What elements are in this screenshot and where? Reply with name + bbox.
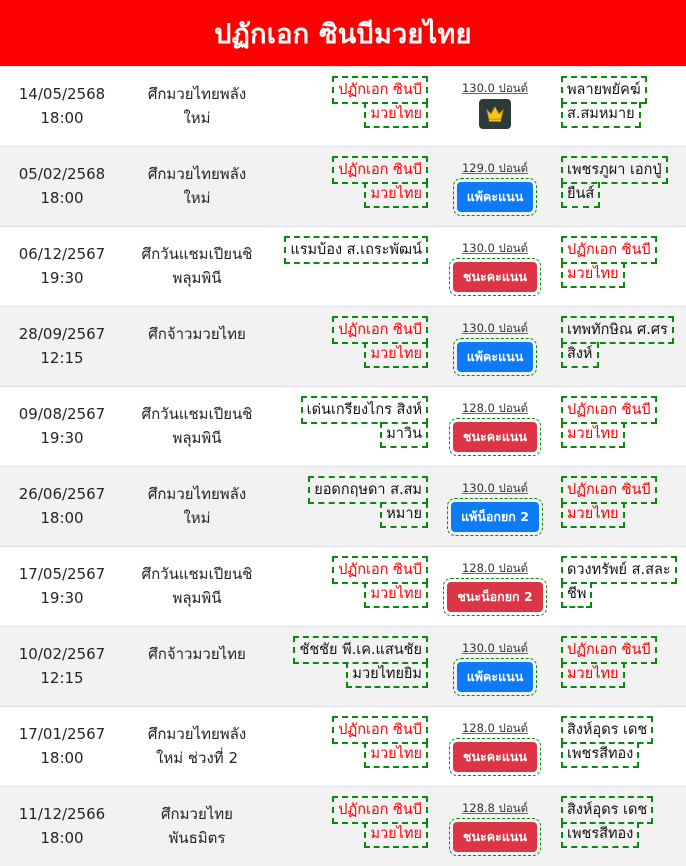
- fighter-name-line: ปฏักเอก ซินบี: [561, 396, 657, 424]
- event-name-line: ศึกมวยไทย: [161, 805, 233, 823]
- fighter-name-line: มวยไทย: [364, 102, 428, 128]
- result-badge[interactable]: ชนะคะแนน: [453, 742, 537, 772]
- event-name[interactable]: [130, 402, 264, 450]
- result-badge[interactable]: ชนะคะแนน: [453, 262, 537, 292]
- fighter-name-line: มวยไทยยิม: [346, 662, 428, 688]
- fighter-left[interactable]: [332, 158, 428, 208]
- event-name[interactable]: [130, 482, 264, 530]
- time-text: 19:30: [40, 589, 84, 607]
- fight-row: [0, 66, 686, 146]
- result-badge[interactable]: แพ้คะแนน: [457, 342, 534, 372]
- fighter-name-line: ปฏักเอก ซินบี: [332, 556, 428, 584]
- fighter-name-line: มาวิน: [380, 422, 428, 448]
- weight-label: 130.0 ปอนด์: [461, 81, 529, 95]
- fighter-left[interactable]: [293, 638, 428, 688]
- page-title: ปฏักเอก ซินบีมวยไทย: [214, 18, 472, 50]
- fight-result: [440, 561, 550, 616]
- weight-label: 129.0 ปอนด์: [461, 161, 529, 175]
- fight-row: [0, 146, 686, 226]
- fighter-name-line: เพชรสีทอง: [561, 742, 639, 768]
- fight-row: [0, 786, 686, 866]
- fight-date: [0, 82, 124, 130]
- fight-result: [440, 721, 550, 776]
- fighter-name-line: สิงห์: [561, 342, 599, 368]
- event-name-line: ศึกจ้าวมวยไทย: [148, 325, 246, 343]
- fight-list: [0, 66, 686, 866]
- fighter-right[interactable]: [561, 238, 657, 288]
- fighter-name-line: มวยไทย: [561, 262, 625, 288]
- fighter-name-line: มวยไทย: [364, 822, 428, 848]
- event-name[interactable]: [130, 802, 264, 850]
- fighter-name-line: พลายพยัคฆ์: [561, 76, 647, 104]
- fighter-name-line: ส.สมหมาย: [561, 102, 641, 128]
- fighter-left[interactable]: [332, 78, 428, 128]
- fighter-left[interactable]: [301, 398, 428, 448]
- event-name-line: ใหม่: [183, 509, 211, 527]
- fighter-name-line: แรมบ้อง ส.เถระพัฒน์: [284, 236, 428, 264]
- date-text: 05/02/2568: [18, 165, 106, 183]
- event-name-line: ศึกมวยไทยพลัง: [147, 85, 247, 103]
- time-text: 19:30: [40, 269, 84, 287]
- fight-result: [440, 81, 550, 133]
- fight-date: [0, 242, 124, 290]
- fight-result: [440, 161, 550, 216]
- event-name-line: ใหม่ ช่วงที่ 2: [156, 749, 238, 767]
- fighter-name-line: ดวงทรัพย์ ส.สละ: [561, 556, 677, 584]
- time-text: 18:00: [40, 829, 84, 847]
- result-wrapper: [479, 99, 511, 133]
- date-text: 17/05/2567: [18, 565, 106, 583]
- time-text: 12:15: [40, 669, 84, 687]
- fighter-name-line: เพชรภูผา เอกปู่: [561, 156, 668, 184]
- date-text: 09/08/2567: [18, 405, 106, 423]
- fight-row: [0, 706, 686, 786]
- fighter-name-line: สิงห์อุดร เดช: [561, 716, 653, 744]
- fight-result: [440, 321, 550, 376]
- fight-date: [0, 162, 124, 210]
- weight-label: 130.0 ปอนด์: [461, 241, 529, 255]
- fighter-left[interactable]: [308, 478, 428, 528]
- event-name-line: ศึกจ้าวมวยไทย: [148, 645, 246, 663]
- fighter-name-line: มวยไทย: [364, 742, 428, 768]
- fighter-right[interactable]: [561, 718, 653, 768]
- result-wrapper: [449, 818, 541, 856]
- weight-label: 128.0 ปอนด์: [461, 561, 529, 575]
- fight-row: [0, 386, 686, 466]
- event-name[interactable]: [130, 722, 264, 770]
- fighter-right[interactable]: [561, 398, 657, 448]
- result-badge[interactable]: แพ้คะแนน: [457, 662, 534, 692]
- fighter-name-line: มวยไทย: [561, 502, 625, 528]
- event-name[interactable]: [130, 242, 264, 290]
- fighter-name-line: ปฏักเอก ซินบี: [561, 236, 657, 264]
- fighter-right[interactable]: [561, 78, 647, 128]
- result-wrapper: [453, 178, 538, 216]
- fight-result: [440, 241, 550, 296]
- date-text: 14/05/2568: [18, 85, 106, 103]
- fighter-right[interactable]: [561, 558, 677, 608]
- fight-row: [0, 546, 686, 626]
- fighter-name-line: เพชรสีทอง: [561, 822, 639, 848]
- time-text: 18:00: [40, 189, 84, 207]
- date-text: 10/02/2567: [18, 645, 106, 663]
- fighter-left[interactable]: [332, 558, 428, 608]
- fighter-right[interactable]: [561, 158, 668, 208]
- result-wrapper: [449, 258, 541, 296]
- fight-result: [440, 481, 550, 536]
- fight-result: [440, 641, 550, 696]
- result-badge[interactable]: ชนะคะแนน: [453, 822, 537, 852]
- time-text: 18:00: [40, 509, 84, 527]
- fight-date: [0, 322, 124, 370]
- fighter-name-line: ยอดกฤษดา ส.สม: [308, 476, 428, 504]
- result-wrapper: [443, 578, 546, 616]
- fighter-name-line: ชัชชัย พี.เค.แสนชัย: [293, 636, 428, 664]
- weight-label: 128.0 ปอนด์: [461, 721, 529, 735]
- result-wrapper: [453, 338, 538, 376]
- fight-row: [0, 226, 686, 306]
- fighter-name-line: ปฏักเอก ซินบี: [332, 716, 428, 744]
- time-text: 18:00: [40, 109, 84, 127]
- fight-date: [0, 562, 124, 610]
- fight-result: [440, 401, 550, 456]
- fight-date: [0, 802, 124, 850]
- time-text: 18:00: [40, 749, 84, 767]
- fight-row: [0, 466, 686, 546]
- page-header: [0, 0, 686, 66]
- event-name-line: พลุมพินี: [172, 269, 222, 287]
- fighter-name-line: มวยไทย: [364, 582, 428, 608]
- fight-date: [0, 482, 124, 530]
- fight-row: [0, 626, 686, 706]
- event-name-line: พลุมพินี: [172, 589, 222, 607]
- date-text: 06/12/2567: [18, 245, 106, 263]
- fighter-name-line: มวยไทย: [364, 182, 428, 208]
- event-name-line: ศึกวันแชมเปียนชิ: [141, 565, 253, 583]
- fighter-name-line: ปฏักเอก ซินบี: [561, 476, 657, 504]
- event-name[interactable]: [130, 82, 264, 130]
- weight-label: 128.8 ปอนด์: [461, 801, 529, 815]
- weight-label: 130.0 ปอนด์: [461, 321, 529, 335]
- fighter-right[interactable]: [561, 318, 674, 368]
- fighter-name-line: เทพทักษิณ ศ.ศร: [561, 316, 674, 344]
- fighter-left[interactable]: [332, 798, 428, 848]
- result-wrapper: [449, 738, 541, 776]
- time-text: 19:30: [40, 429, 84, 447]
- result-badge[interactable]: ชนะน็อกยก 2: [447, 582, 542, 612]
- time-text: 12:15: [40, 349, 84, 367]
- fighter-name-line: สิงห์อุดร เดช: [561, 796, 653, 824]
- fight-date: [0, 722, 124, 770]
- event-name-line: พลุมพินี: [172, 429, 222, 447]
- fighter-name-line: มวยไทย: [364, 342, 428, 368]
- fighter-left[interactable]: [332, 318, 428, 368]
- event-name-line: ศึกวันแชมเปียนชิ: [141, 405, 253, 423]
- result-wrapper: [447, 498, 543, 536]
- fighter-name-line: ปฏักเอก ซินบี: [332, 156, 428, 184]
- fighter-right[interactable]: [561, 478, 657, 528]
- fighter-name-line: มวยไทย: [561, 422, 625, 448]
- fighter-name-line: ปฏักเอก ซินบี: [332, 316, 428, 344]
- fighter-name-line: ยืนส์: [561, 182, 600, 208]
- result-wrapper: [453, 658, 538, 696]
- event-name[interactable]: [130, 322, 264, 346]
- fighter-left[interactable]: [332, 718, 428, 768]
- fighter-right[interactable]: [561, 798, 653, 848]
- event-name-line: ใหม่: [183, 109, 211, 127]
- weight-label: 130.0 ปอนด์: [461, 641, 529, 655]
- event-name-line: ศึกมวยไทยพลัง: [147, 165, 247, 183]
- fight-date: [0, 402, 124, 450]
- result-badge[interactable]: แพ้คะแนน: [457, 182, 534, 212]
- fighter-name-line: หมาย: [380, 502, 428, 528]
- fight-row: [0, 306, 686, 386]
- event-name-line: ใหม่: [183, 189, 211, 207]
- event-name-line: ศึกมวยไทยพลัง: [147, 725, 247, 743]
- event-name[interactable]: [130, 562, 264, 610]
- fight-date: [0, 642, 124, 690]
- date-text: 28/09/2567: [18, 325, 106, 343]
- crown-icon[interactable]: [479, 99, 511, 129]
- result-badge[interactable]: แพ้น็อกยก 2: [451, 502, 539, 532]
- fighter-name-line: มวยไทย: [561, 662, 625, 688]
- fighter-name-line: ชีพ: [561, 582, 592, 608]
- date-text: 11/12/2566: [18, 805, 106, 823]
- fighter-right[interactable]: [561, 638, 657, 688]
- fighter-name-line: ปฏักเอก ซินบี: [561, 636, 657, 664]
- event-name-line: ศึกมวยไทยพลัง: [147, 485, 247, 503]
- event-name-line: ศึกวันแชมเปียนชิ: [141, 245, 253, 263]
- date-text: 17/01/2567: [18, 725, 106, 743]
- event-name[interactable]: [130, 162, 264, 210]
- event-name[interactable]: [130, 642, 264, 666]
- result-badge[interactable]: ชนะคะแนน: [453, 422, 537, 452]
- fighter-name-line: ปฏักเอก ซินบี: [332, 76, 428, 104]
- fighter-name-line: เด่นเกรียงไกร สิงห์: [301, 396, 428, 424]
- fight-result: [440, 801, 550, 856]
- fighter-name-line: ปฏักเอก ซินบี: [332, 796, 428, 824]
- date-text: 26/06/2567: [18, 485, 106, 503]
- weight-label: 130.0 ปอนด์: [461, 481, 529, 495]
- fighter-left[interactable]: [284, 238, 428, 264]
- weight-label: 128.0 ปอนด์: [461, 401, 529, 415]
- event-name-line: พันธมิตร: [168, 829, 226, 847]
- result-wrapper: [449, 418, 541, 456]
